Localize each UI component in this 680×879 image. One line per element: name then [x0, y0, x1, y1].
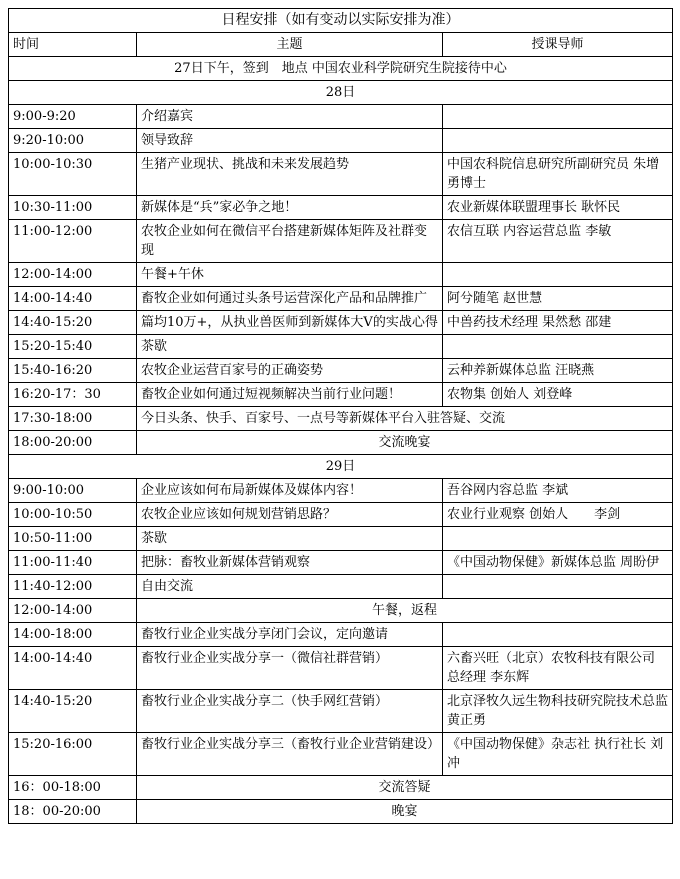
- session-time: 9:00-9:20: [9, 105, 137, 129]
- session-topic: 自由交流: [137, 575, 443, 599]
- arrival-row: [9, 57, 673, 81]
- session-topic: 农牧企业应该如何规划营销思路？: [137, 503, 443, 527]
- session-time: 14:40-15:20: [9, 311, 137, 335]
- header-time: 时间: [9, 33, 137, 57]
- schedule-row: [9, 479, 673, 503]
- schedule-row: [9, 287, 673, 311]
- session-speaker: [443, 129, 673, 153]
- session-speaker: 中国农科院信息研究所副研究员 朱增勇博士: [443, 153, 673, 196]
- session-time: 18：00-20:00: [9, 800, 137, 824]
- session-topic: 畜牧行业企业实战分享闭门会议，定向邀请: [137, 623, 443, 647]
- session-time: 12:00-14:00: [9, 599, 137, 623]
- session-speaker: 北京泽牧久远生物科技研究院技术总监 黄正勇: [443, 690, 673, 733]
- session-time: 10:00-10:30: [9, 153, 137, 196]
- schedule-row: [9, 263, 673, 287]
- session-time: 16:20-17：30: [9, 383, 137, 407]
- session-note: 交流晚宴: [137, 431, 673, 455]
- session-time: 14:40-15:20: [9, 690, 137, 733]
- day-label: 28日: [9, 81, 673, 105]
- day-divider-row: [9, 455, 673, 479]
- schedule-document: [8, 8, 673, 824]
- schedule-row: [9, 220, 673, 263]
- schedule-row: [9, 431, 673, 455]
- session-topic: 畜牧行业企业实战分享二（快手网红营销）: [137, 690, 443, 733]
- session-time: 9:00-10:00: [9, 479, 137, 503]
- session-speaker: 阿兮随笔 赵世慧: [443, 287, 673, 311]
- session-topic: 篇均10万+，从执业兽医师到新媒体大V的实战心得: [137, 311, 443, 335]
- schedule-row: [9, 359, 673, 383]
- session-speaker: [443, 575, 673, 599]
- session-time: 11:00-11:40: [9, 551, 137, 575]
- session-speaker: [443, 527, 673, 551]
- schedule-row: [9, 105, 673, 129]
- session-speaker: [443, 335, 673, 359]
- session-time: 9:20-10:00: [9, 129, 137, 153]
- session-topic: 畜牧企业如何通过短视频解决当前行业问题！: [137, 383, 443, 407]
- session-time: 14:00-14:40: [9, 287, 137, 311]
- session-topic: 农牧企业如何在微信平台搭建新媒体矩阵及社群变现: [137, 220, 443, 263]
- session-time: 10:00-10:50: [9, 503, 137, 527]
- session-time: 11:40-12:00: [9, 575, 137, 599]
- session-speaker: 《中国动物保健》杂志社 执行社长 刘冲: [443, 733, 673, 776]
- session-topic: 企业应该如何布局新媒体及媒体内容！: [137, 479, 443, 503]
- header-topic: 主题: [137, 33, 443, 57]
- session-speaker: 农业行业观察 创始人 李剑: [443, 503, 673, 527]
- schedule-row: [9, 599, 673, 623]
- session-time: 10:50-11:00: [9, 527, 137, 551]
- schedule-row: [9, 647, 673, 690]
- schedule-row: [9, 800, 673, 824]
- session-topic: 畜牧企业如何通过头条号运营深化产品和品牌推广: [137, 287, 443, 311]
- schedule-row: [9, 551, 673, 575]
- session-speaker: 农业新媒体联盟理事长 耿怀民: [443, 196, 673, 220]
- session-speaker: 云种养新媒体总监 汪晓燕: [443, 359, 673, 383]
- schedule-row: [9, 311, 673, 335]
- schedule-row: [9, 129, 673, 153]
- schedule-title: 日程安排（如有变动以实际安排为准）: [9, 9, 673, 33]
- title-row: [9, 9, 673, 33]
- schedule-row: [9, 503, 673, 527]
- session-speaker: 吾谷网内容总监 李斌: [443, 479, 673, 503]
- session-topic: 农牧企业运营百家号的正确姿势: [137, 359, 443, 383]
- session-topic: 午餐+午休: [137, 263, 443, 287]
- session-topic: 生猪产业现状、挑战和未来发展趋势: [137, 153, 443, 196]
- session-speaker: [443, 623, 673, 647]
- schedule-row: [9, 383, 673, 407]
- schedule-row: [9, 196, 673, 220]
- schedule-row: [9, 623, 673, 647]
- schedule-row: [9, 527, 673, 551]
- session-topic: 领导致辞: [137, 129, 443, 153]
- schedule-row: [9, 733, 673, 776]
- session-topic: 茶歇: [137, 527, 443, 551]
- schedule-row: [9, 776, 673, 800]
- session-time: 15:20-15:40: [9, 335, 137, 359]
- session-speaker: 农信互联 内容运营总监 李敏: [443, 220, 673, 263]
- session-speaker: 中兽药技术经理 果然愁 邵建: [443, 311, 673, 335]
- session-time: 16：00-18:00: [9, 776, 137, 800]
- schedule-row: [9, 335, 673, 359]
- schedule-row: [9, 575, 673, 599]
- day-divider-row: [9, 81, 673, 105]
- session-topic: 畜牧行业企业实战分享一（微信社群营销）: [137, 647, 443, 690]
- session-time: 12:00-14:00: [9, 263, 137, 287]
- schedule-row: [9, 690, 673, 733]
- session-topic: 介绍嘉宾: [137, 105, 443, 129]
- session-note: 晚宴: [137, 800, 673, 824]
- schedule-row: [9, 407, 673, 431]
- session-speaker: 农物集 创始人 刘登峰: [443, 383, 673, 407]
- session-time: 14:00-14:40: [9, 647, 137, 690]
- session-time: 15:20-16:00: [9, 733, 137, 776]
- session-note: 午餐，返程: [137, 599, 673, 623]
- schedule-row: [9, 153, 673, 196]
- schedule-table: [8, 8, 673, 824]
- session-topic: 把脉：畜牧业新媒体营销观察: [137, 551, 443, 575]
- arrival-note: 27日下午，签到 地点 中国农业科学院研究生院接待中心: [9, 57, 673, 81]
- session-note: 今日头条、快手、百家号、一点号等新媒体平台入驻答疑、交流: [137, 407, 673, 431]
- session-topic: 茶歇: [137, 335, 443, 359]
- session-speaker: 《中国动物保健》新媒体总监 周盼伊: [443, 551, 673, 575]
- session-speaker: [443, 105, 673, 129]
- schedule-body: [9, 9, 673, 824]
- session-speaker: [443, 263, 673, 287]
- session-topic: 畜牧行业企业实战分享三（畜牧行业企业营销建设）: [137, 733, 443, 776]
- day-label: 29日: [9, 455, 673, 479]
- session-time: 18:00-20:00: [9, 431, 137, 455]
- session-topic: 新媒体是“兵”家必争之地！: [137, 196, 443, 220]
- session-time: 11:00-12:00: [9, 220, 137, 263]
- session-time: 17:30-18:00: [9, 407, 137, 431]
- header-speaker: 授课导师: [443, 33, 673, 57]
- header-row: [9, 33, 673, 57]
- session-note: 交流答疑: [137, 776, 673, 800]
- session-time: 14:00-18:00: [9, 623, 137, 647]
- session-speaker: 六畜兴旺（北京）农牧科技有限公司 总经理 李东辉: [443, 647, 673, 690]
- session-time: 15:40-16:20: [9, 359, 137, 383]
- session-time: 10:30-11:00: [9, 196, 137, 220]
